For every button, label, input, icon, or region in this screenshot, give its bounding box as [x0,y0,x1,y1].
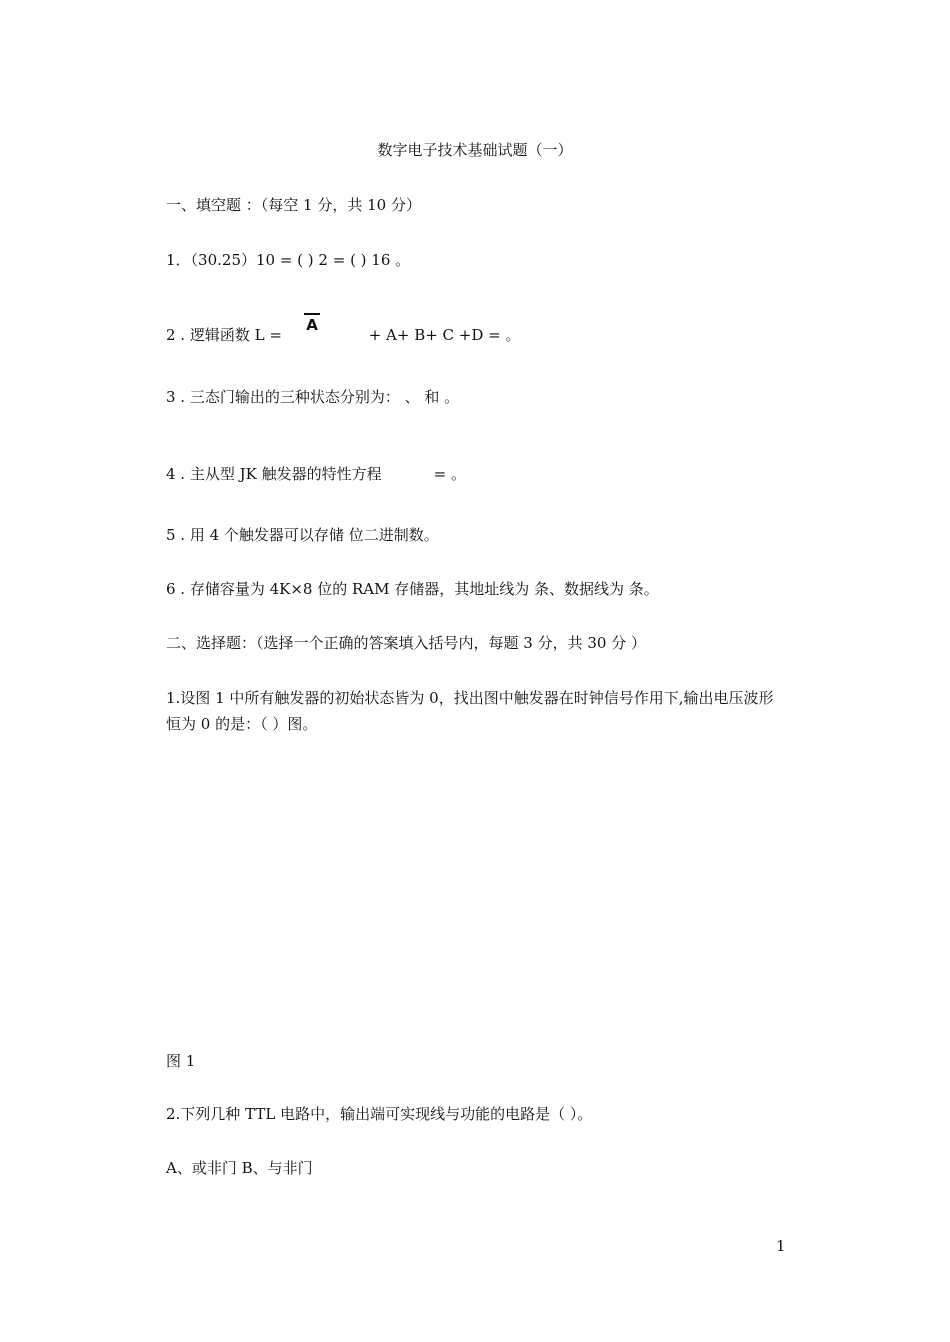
section2-heading: 二、选择题：（选择一个正确的答案填入括号内，每题 3 分，共 30 分 ） [166,634,646,652]
question-1-4-suffix: = 。 [433,465,466,483]
question-1-4 [166,465,466,483]
overbar-letter: A [306,316,318,334]
page-number: 1 [776,1237,786,1255]
figure-1-area [166,760,786,1030]
question-1-5: 5 . 用 4 个触发器可以存储 位二进制数。 [166,526,439,544]
figure-caption: 图 1 [166,1052,196,1070]
question-1-6: 6 . 存储容量为 4K×8 位的 RAM 存储器，其地址线为 条、数据线为 条。 [166,580,659,598]
section1-heading: 一、填空题 ：（每空 1 分，共 10 分） [166,196,421,214]
question-2-2-options: A、或非门 B、与非门 [166,1159,313,1177]
question-1-3: 3 . 三态门输出的三种状态分别为： 、 和 。 [166,388,460,406]
question-1-2-suffix: + A+ B+ C +D = 。 [368,326,521,344]
question-1-4-prefix: 4 . 主从型 JK 触发器的特性方程 [166,465,382,483]
question-2-1: 1.设图 1 中所有触发器的初始状态皆为 0，找出图中触发器在时钟信号作用下,输出电压波形恒为 0 的是：（ ）图。 [166,689,774,733]
question-1-2-prefix: 2 . 逻辑函数 L = [166,326,287,344]
page-title: 数字电子技术基础试题（一） [377,141,573,159]
question-2-2: 2.下列几种 TTL 电路中，输出端可实现线与功能的电路是（ ）。 [166,1105,593,1123]
a-bar-symbol [303,313,321,335]
question-1-2 [166,326,521,344]
overbar [304,313,320,315]
question-1-1: 1．（30.25）10 = ( ) 2 = ( ) 16 。 [166,251,411,269]
